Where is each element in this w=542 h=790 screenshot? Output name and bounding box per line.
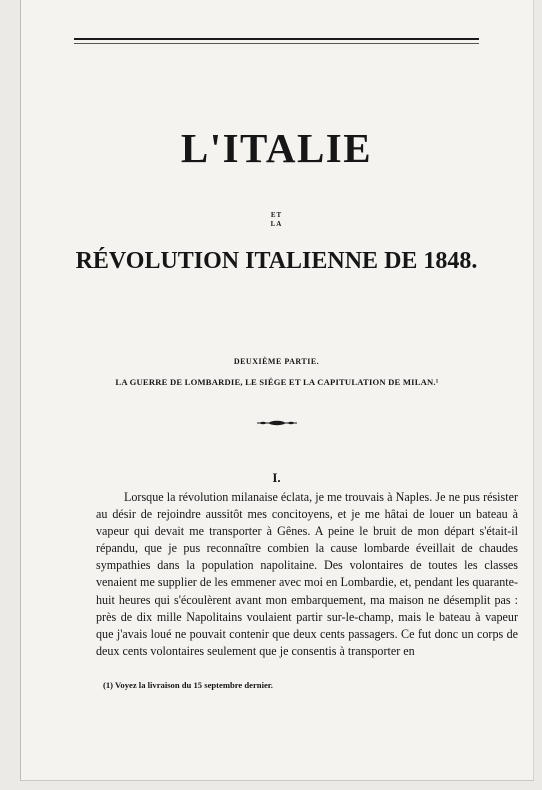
section-number: I. (272, 470, 281, 485)
footnote: (1) Voyez la livraison du 15 septembre dernier. (103, 680, 273, 690)
connector-la: LA (270, 219, 283, 228)
document-page (20, 0, 534, 781)
body-text (96, 489, 518, 660)
header-rule-thick (74, 38, 479, 40)
article-title: L'ITALIE (180, 125, 373, 171)
part-heading: DEUXIÈME PARTIE. (233, 357, 320, 366)
article-subtitle: RÉVOLUTION ITALIENNE DE 1848. (75, 248, 478, 274)
title-connector (74, 211, 479, 229)
connector-et: ET (270, 211, 283, 219)
header-rule-thin (74, 43, 479, 44)
ornament-divider-icon (257, 420, 297, 426)
paragraph: Lorsque la révolution milanaise éclata, je me trouvais à Naples. Je ne pus résister au désir de rejoindre aussitôt mes concitoyens, et je me hâtai de louer un bateau à vapeur qui devait me transporter à Gênes. A peine le bruit de mon départ s'était-il répandu, que je pus reconnaître combien la cause lombarde éveillait de chaudes sympathies dans la population napolitaine. Des volontaires de toutes les classes venaient me supplier de les emmener avec moi en Lombardie, et, pendant les quarante-huit heures qui s'écoulèrent avant mon embarquement, ma maison ne désemplit pas : près de dix mille Napolitains voulaient partir sur-le-champ, mais le bateau à vapeur que j'avais loué ne pouvait contenir que deux cents passagers. Ce fut donc un corps de deux cents volontaires seulement que je consentis à transporter en (96, 490, 518, 658)
chapter-heading: LA GUERRE DE LOMBARDIE, LE SIÉGE ET LA CAPITULATION DE MILAN.¹ (115, 377, 439, 387)
